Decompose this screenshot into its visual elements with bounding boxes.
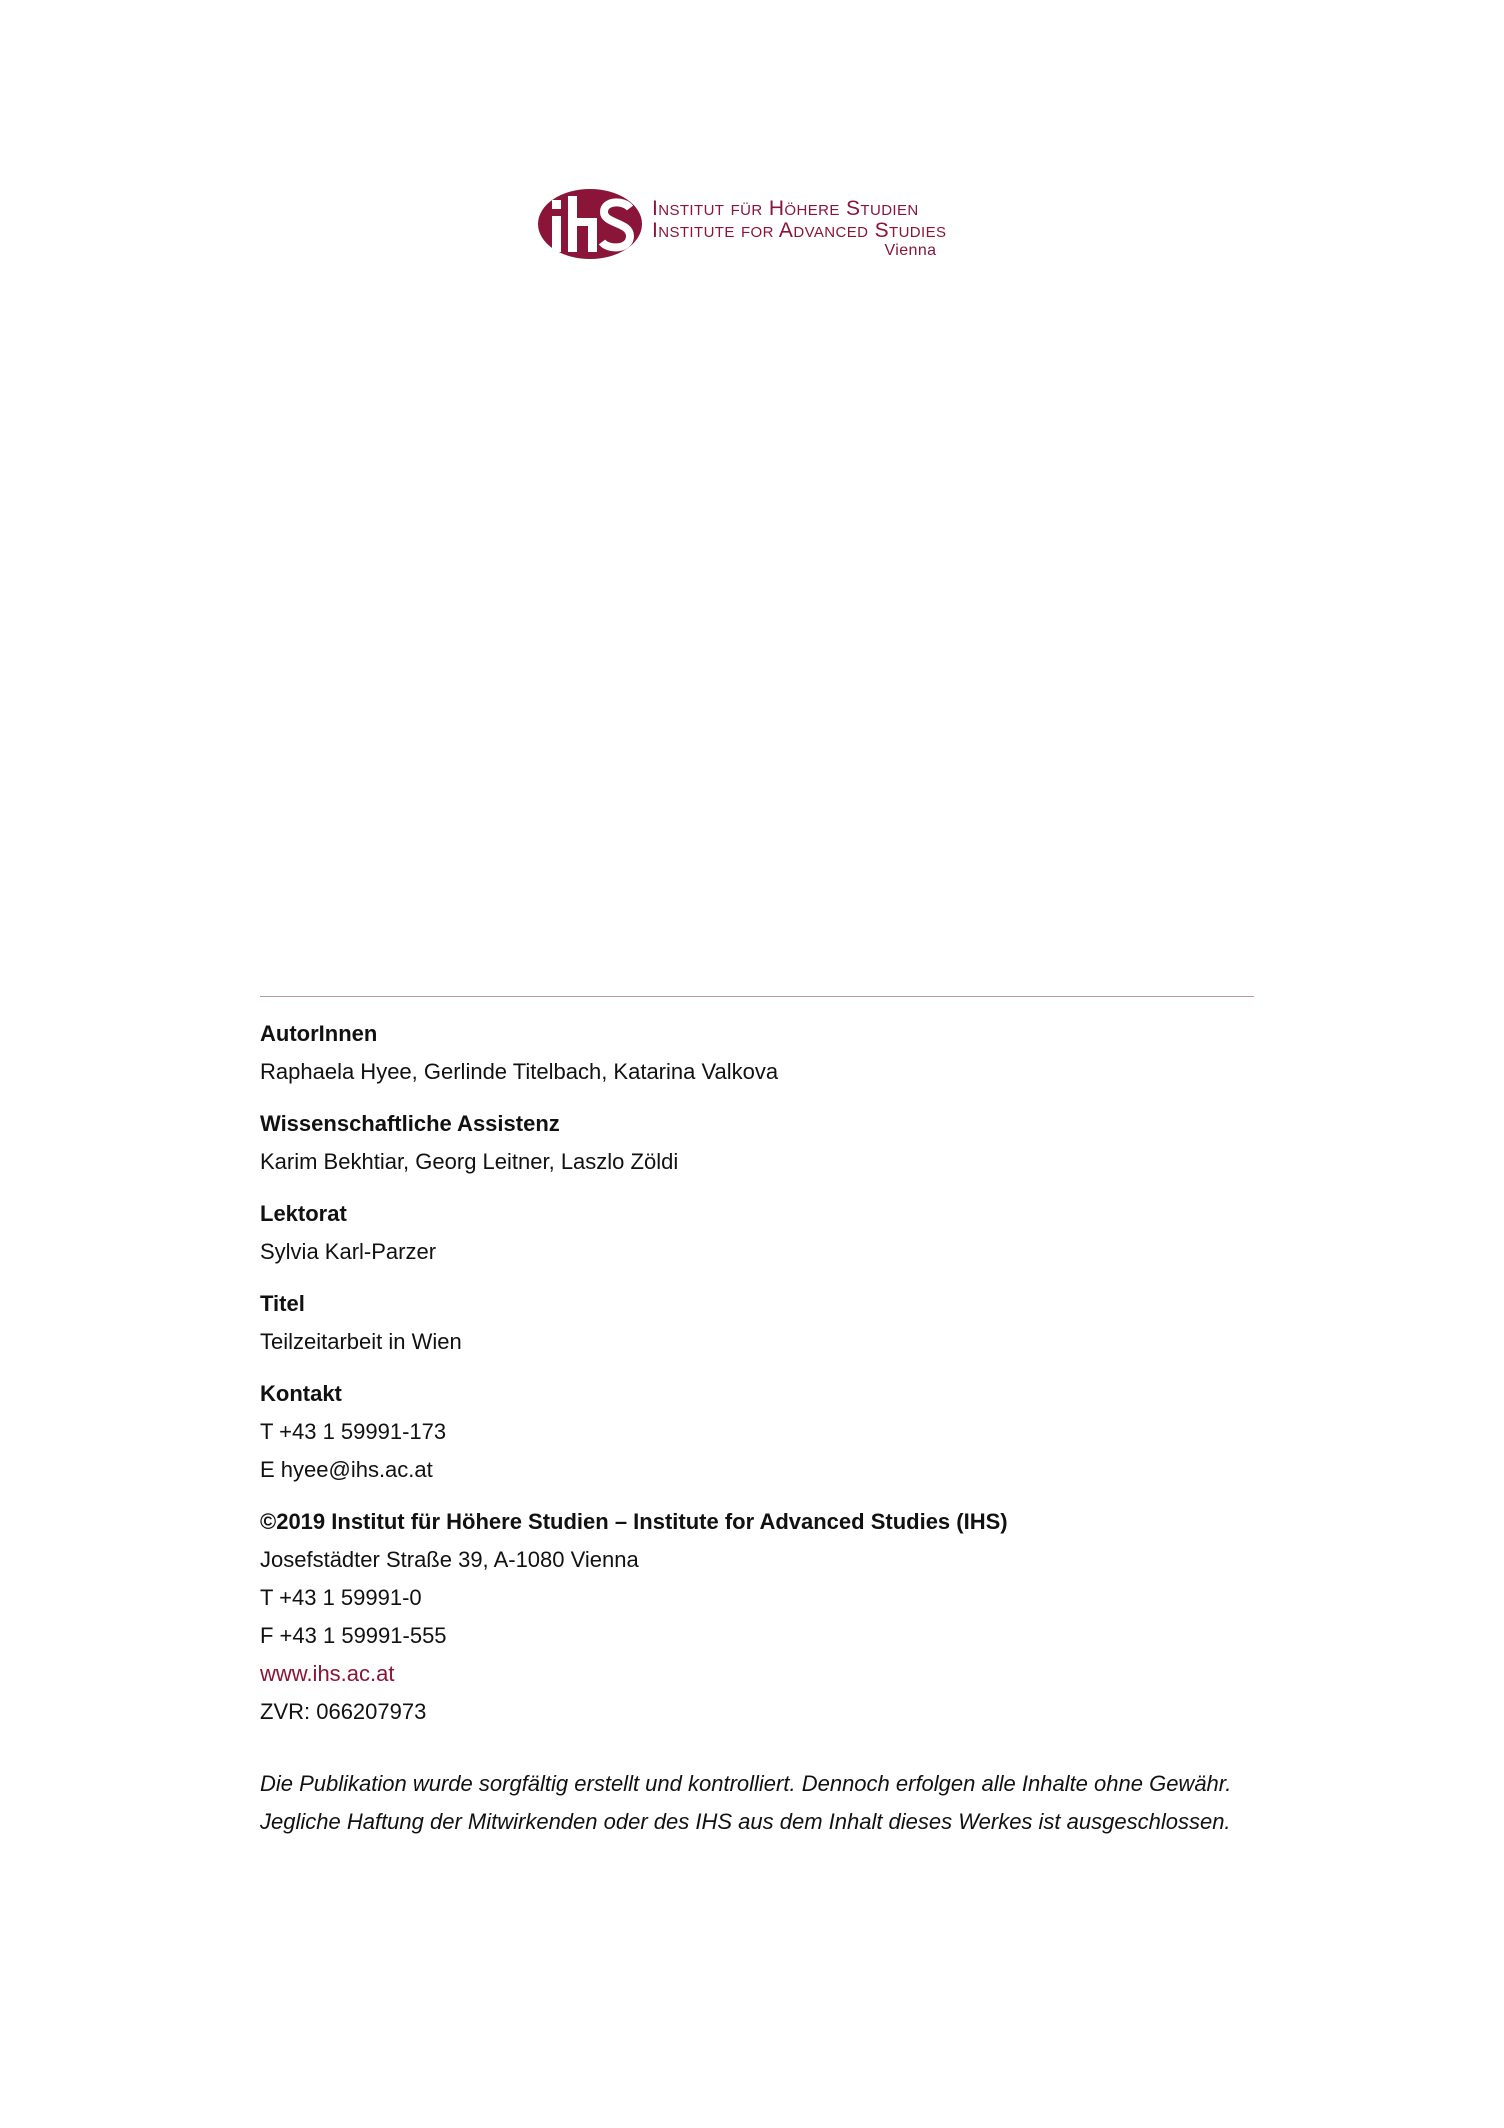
editing-value: Sylvia Karl-Parzer (260, 1239, 437, 1264)
contact-phone: T +43 1 59991-173 (260, 1419, 447, 1444)
copyright-section (260, 1503, 1254, 1731)
authors-heading: AutorInnen (260, 1021, 378, 1046)
institute-phone: T +43 1 59991-0 (260, 1585, 422, 1610)
contact-email: E hyee@ihs.ac.at (260, 1457, 433, 1482)
copyright-heading: ©2019 Institut für Höhere Studien – Institute for Advanced Studies (IHS) (260, 1509, 1008, 1534)
institute-fax: F +43 1 59991-555 (260, 1623, 447, 1648)
editing-section (260, 1195, 1254, 1271)
institute-address: Josefstädter Straße 39, A-1080 Vienna (260, 1547, 639, 1572)
imprint (260, 1015, 1254, 1841)
logo-wordmark (652, 198, 946, 260)
logo-line-german: Institut für Höhere Studien (652, 197, 919, 220)
editing-heading: Lektorat (260, 1201, 347, 1226)
assistance-section (260, 1105, 1254, 1181)
assistance-heading: Wissenschaftliche Assistenz (260, 1111, 560, 1136)
title-heading: Titel (260, 1291, 305, 1316)
ihs-monogram-icon (538, 188, 642, 260)
ihs-logo (538, 188, 978, 264)
authors-section (260, 1015, 1254, 1091)
title-value: Teilzeitarbeit in Wien (260, 1329, 462, 1354)
assistance-value: Karim Bekhtiar, Georg Leitner, Laszlo Zöldi (260, 1149, 679, 1174)
title-section (260, 1285, 1254, 1361)
logo-line-english: Institute for Advanced Studies (652, 219, 947, 242)
contact-heading: Kontakt (260, 1381, 342, 1406)
disclaimer: Die Publikation wurde sorgfältig erstellt und kontrolliert. Dennoch erfolgen alle Inhalte ohne Gewähr. Jegliche Haftung der Mitwirkenden oder des IHS aus dem Inhalt dieses Werkes ist ausgeschlossen. (260, 1771, 1232, 1834)
zvr-number: ZVR: 066207973 (260, 1699, 427, 1724)
divider (260, 996, 1254, 997)
contact-section (260, 1375, 1254, 1489)
authors-value: Raphaela Hyee, Gerlinde Titelbach, Katarina Valkova (260, 1059, 779, 1084)
website-link[interactable]: www.ihs.ac.at (260, 1661, 395, 1686)
logo-city: Vienna (884, 242, 937, 259)
